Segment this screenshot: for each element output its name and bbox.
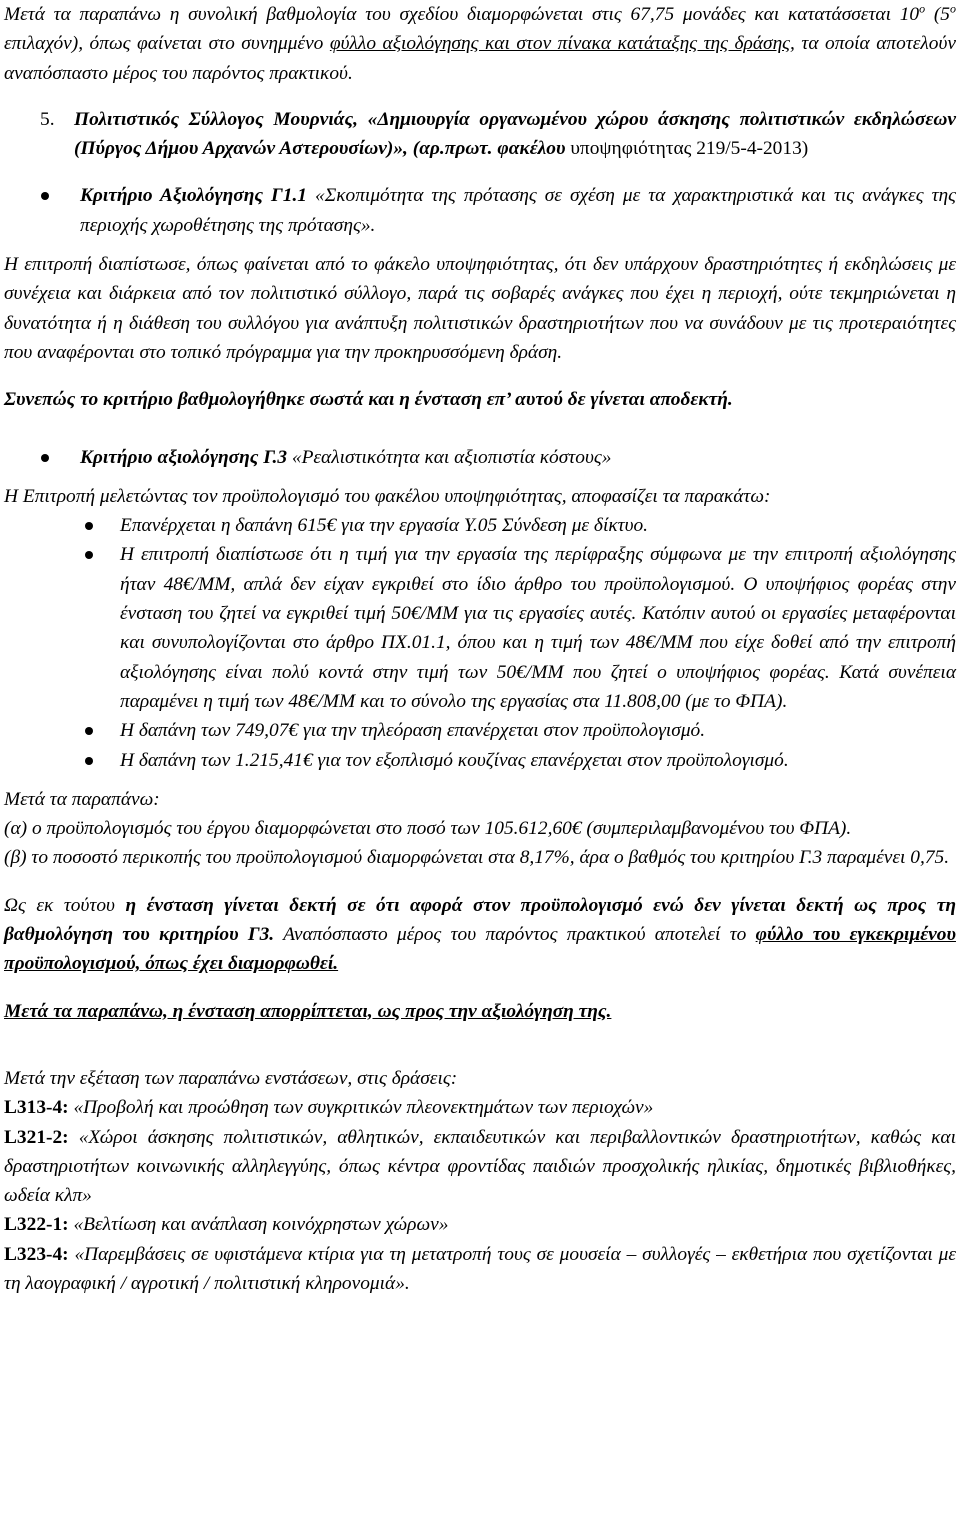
action-item <box>4 1093 956 1122</box>
intro-text-4: τα οποία αποτελούν αναπόσπαστο μέρος του παρόντος πρακτικού. <box>4 33 956 84</box>
criterion-3-text: «Ρεαλιστικότητα και αξιοπιστία κόστους» <box>287 446 612 468</box>
approved-budget-sheet: φύλλο του εγκεκριμένου προϋπολογισμού, όπως έχει διαμορφωθεί. <box>4 924 956 975</box>
conclusion-1: Συνεπώς το κριτήριο βαθμολογήθηκε σωστά και η ένσταση επ’ αυτού δε γίνεται αποδεκτή. <box>4 389 733 411</box>
budget-item: Η δαπάνη των 749,07€ για την τηλεόραση επανέρχεται στον προϋπολογισμό. <box>4 716 956 745</box>
criterion-1-item <box>4 181 956 240</box>
item-5-title <box>74 105 956 164</box>
budget-intro: Η Επιτροπή μελετώντας τον προϋπολογισμό του φακέλου υποψηφιότητας, αποφασίζει τα παρακάτω: <box>4 485 771 507</box>
action-text: «Χώροι άσκησης πολιτιστικών, αθλητικών, εκπαιδευτικών και περιβαλλοντικών δραστηριοτήτων, καθώς και δραστηριοτήτων κοινωνικής αλληλεγγύης, όπως κέντρα φροντίδας παιδιών προσχολικής ηλικίας, δημοτικές βιβλιοθήκες, ωδεία κλπ» <box>4 1126 956 1207</box>
partial-lead: Ως εκ τούτου <box>4 894 126 916</box>
partial-acceptance-paragraph <box>4 891 956 979</box>
criterion-3-label: Κριτήριο αξιολόγησης Γ.3 <box>80 446 288 468</box>
budget-items-list <box>4 511 956 775</box>
intro-text-2: (5 <box>925 4 950 25</box>
criterion-1-text: «Σκοπιμότητα της πρότασης σε σχέση με τα χαρακτηριστικά και τις ανάγκες της περιοχής χωροθέτησης της πρότασης». <box>80 185 956 236</box>
budget-item: Η δαπάνη των 1.215,41€ για τον εξοπλισμό κουζίνας επανέρχεται στον προϋπολογισμό. <box>4 746 956 775</box>
budget-item: Η επιτροπή διαπίστωσε ότι η τιμή για την εργασία της περίφραξης σύμφωνα με την επιτροπή αξιολόγησης ήταν 48€/ΜΜ, απλά δεν είχαν εγκριθεί στο ίδιο άρθρο του προϋπολογισμού. Ο υποψήφιος φορέας στην ένσταση του ζητεί να εγκριθεί τιμή 50€/ΜΜ για τις εργασίες αυτές. Κατόπιν αυτού οι εργασίες μεταφέρονται και συνυπολογίζονται στο άρθρο ΠΧ.01.1, όπου και η τιμή των 48€/ΜΜ που είχε δοθεί από την επιτροπή αξιολόγησης είναι πολύ κοντά στην τιμή των 50€/ΜΜ που ζητεί ο υποψήφιος φορέας. Κατά συνέπεια παραμένει η τιμή των 48€/ΜΜ και το σύνολο της εργασίας στα 11.808,00 (με το ΦΠΑ). <box>4 540 956 716</box>
superscript-o-2: ο <box>950 1 956 16</box>
action-item <box>4 1123 956 1211</box>
after-heading: Μετά τα παραπάνω: <box>4 788 160 810</box>
item-5 <box>4 105 956 164</box>
intro-text-1: Μετά τα παραπάνω η συνολική βαθμολογία του σχεδίου διαμορφώνεται στις 67,75 μονάδες και κατατάσσεται 10 <box>4 4 920 25</box>
item-5-title-text: Πολιτιστικός Σύλλογος Μουρνιάς, «Δημιουργία οργανωμένου χώρου άσκησης πολιτιστικών εκδηλώσεων (Πύργος Δήμου Αρχανών Αστερουσίων)», (αρ.πρωτ. φακέλου <box>74 108 956 160</box>
partial-decision: η ένσταση γίνεται δεκτή σε ότι αφορά στον προϋπολογισμό ενώ δεν γίνεται δεκτή ως προς τη βαθμολόγηση του κριτηρίου Γ3. <box>4 894 956 946</box>
action-code: L322-1: <box>4 1214 69 1236</box>
actions-intro: Μετά την εξέταση των παραπάνω ενστάσεων, στις δράσεις: <box>4 1067 458 1089</box>
criterion-1-label: Κριτήριο Αξιολόγησης Γ1.1 <box>80 185 307 207</box>
intro-paragraph <box>4 0 956 88</box>
action-item <box>4 1210 956 1239</box>
action-text: «Βελτίωση και ανάπλαση κοινόχρηστων χώρων» <box>68 1214 449 1236</box>
item-5-number: 5. <box>40 108 55 130</box>
evaluation-sheet-link: φύλλο αξιολόγησης και στον πίνακα κατάταξης της δράσης, <box>329 33 795 55</box>
criterion-3-list <box>4 443 956 472</box>
after-point-b: (β) το ποσοστό περικοπής του προϋπολογισμού διαμορφώνεται στα 8,17%, άρα ο βαθμός του κριτηρίου Γ.3 παραμένει 0,75. <box>4 847 950 869</box>
action-text: «Προβολή και προώθηση των συγκριτικών πλεονεκτημάτων των περιοχών» <box>68 1097 654 1119</box>
action-code: L323-4: <box>4 1243 69 1265</box>
action-code: L313-4: <box>4 1097 69 1119</box>
criterion-1-list <box>4 181 956 240</box>
action-text: «Παρεμβάσεις σε υφιστάμενα κτίρια για τη μετατροπή τους σε μουσεία – συλλογές – εκθετήρια που σχετίζονται με τη λαογραφική / αγροτική / πολιτιστική κληρονομιά». <box>4 1243 956 1294</box>
after-point-a: (α) ο προϋπολογισμός του έργου διαμορφώνεται στο ποσό των 105.612,60€ (συμπεριλαμβανομένου του ΦΠΑ). <box>4 818 852 840</box>
budget-item: Επανέρχεται η δαπάνη 615€ για την εργασία Υ.05 Σύνδεση με δίκτυο. <box>4 511 956 540</box>
intro-text-3: επιλαχόν), όπως φαίνεται στο συνημμένο <box>4 33 330 55</box>
criterion-3-item <box>4 443 956 472</box>
item-5-subtitle: υποψηφιότητας 219/5-4-2013) <box>565 138 809 160</box>
partial-mid: Αναπόσπαστο μέρος του παρόντος πρακτικού αποτελεί το <box>274 924 756 946</box>
action-code: L321-2: <box>4 1126 69 1148</box>
superscript-o-1: ο <box>919 1 926 16</box>
action-item <box>4 1240 956 1299</box>
conclusion-2: Μετά τα παραπάνω, η ένσταση απορρίπτεται, ως προς την αξιολόγηση της. <box>4 1000 612 1022</box>
committee-paragraph: Η επιτροπή διαπίστωσε, όπως φαίνεται από το φάκελο υποψηφιότητας, ότι δεν υπάρχουν δραστηριότητες ή εκδηλώσεις με συνέχεια και διάρκεια από τον πολιτιστικό σύλλογο, παρά τις σοβαρές ανάγκες που έχει η περιοχή, ούτε τεκμηριώνεται η δυνατότητα ή η διάθεση του συλλόγου για ανάπτυξη πολιτιστικών δραστηριοτήτων που να συνάδουν με τις προτεραιότητες που αναφέρονται στο τοπικό πρόγραμμα για την προκηρυσσόμενη δράση. <box>4 254 956 363</box>
